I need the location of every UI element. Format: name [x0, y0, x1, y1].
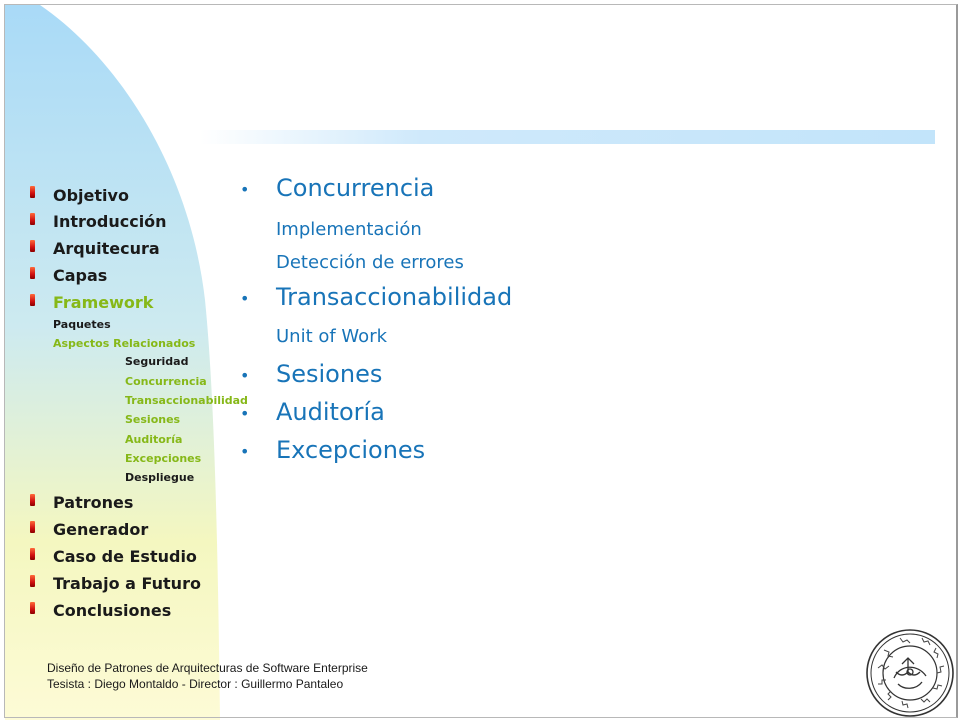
red-bar-bullet-icon	[30, 521, 35, 533]
bullet-marker: •	[240, 289, 250, 308]
nav-subsubitem-sesiones[interactable]: Sesiones	[125, 413, 181, 426]
nav-item-capas[interactable]: Capas	[53, 266, 108, 285]
footer-thesis-title: Diseño de Patrones de Arquitecturas de Software Enterprise	[47, 661, 368, 675]
red-bar-bullet-icon	[30, 548, 35, 560]
nav-subsubitem-despliegue[interactable]: Despliegue	[125, 471, 195, 484]
content-item-sesiones: Sesiones	[276, 360, 383, 388]
nav-subsubitem-concurrencia[interactable]: Concurrencia	[125, 375, 207, 388]
nav-item-introduccion[interactable]: Introducción	[53, 212, 167, 231]
content-subitem-implementacion: Implementación	[276, 219, 422, 240]
nav-item-objetivo[interactable]: Objetivo	[53, 186, 129, 205]
nav-item-caso-de-estudio[interactable]: Caso de Estudio	[53, 547, 197, 566]
nav-subitem-aspectos-relacionados[interactable]: Aspectos Relacionados	[53, 337, 196, 350]
bullet-marker: •	[240, 180, 250, 199]
red-bar-bullet-icon	[30, 294, 35, 306]
nav-subsubitem-excepciones[interactable]: Excepciones	[125, 452, 202, 465]
nav-subsubitem-transaccionabilidad[interactable]: Transaccionabilidad	[125, 394, 248, 407]
nav-item-patrones[interactable]: Patrones	[53, 493, 134, 512]
content-subitem-unit-of-work: Unit of Work	[276, 326, 388, 347]
nav-item-generador[interactable]: Generador	[53, 520, 149, 539]
red-bar-bullet-icon	[30, 575, 35, 587]
content-item-auditoria: Auditoría	[276, 398, 385, 426]
nav-item-trabajo-a-futuro[interactable]: Trabajo a Futuro	[53, 574, 201, 593]
red-bar-bullet-icon	[30, 213, 35, 225]
bullet-marker: •	[240, 366, 250, 385]
red-bar-bullet-icon	[30, 602, 35, 614]
university-seal-icon	[864, 628, 956, 718]
nav-item-framework[interactable]: Framework	[53, 293, 154, 312]
red-bar-bullet-icon	[30, 240, 35, 252]
nav-subsubitem-auditoria[interactable]: Auditoría	[125, 433, 183, 446]
red-bar-bullet-icon	[30, 186, 35, 198]
nav-subitem-paquetes[interactable]: Paquetes	[53, 318, 111, 331]
footer	[47, 660, 368, 692]
nav-item-conclusiones[interactable]: Conclusiones	[53, 601, 172, 620]
bullet-marker: •	[240, 442, 250, 461]
bullet-marker: •	[240, 404, 250, 423]
content-item-transaccionabilidad: Transaccionabilidad	[276, 283, 513, 311]
red-bar-bullet-icon	[30, 494, 35, 506]
content-item-excepciones: Excepciones	[276, 436, 426, 464]
red-bar-bullet-icon	[30, 267, 35, 279]
nav-subsubitem-seguridad[interactable]: Seguridad	[125, 355, 189, 368]
content-subitem-deteccion-de-errores: Detección de errores	[276, 252, 464, 273]
footer-authors: Tesista : Diego Montaldo - Director : Guillermo Pantaleo	[47, 677, 344, 691]
content-item-concurrencia: Concurrencia	[276, 174, 435, 202]
nav-item-arquitecura[interactable]: Arquitecura	[53, 239, 160, 258]
